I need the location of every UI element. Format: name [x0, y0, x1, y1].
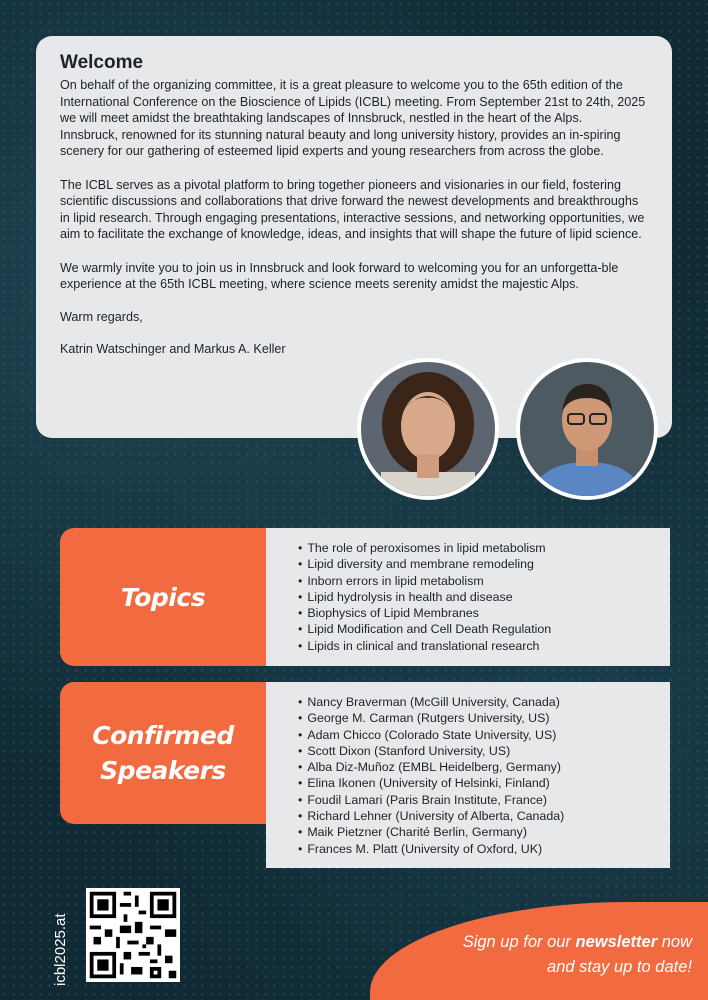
list-item: • The role of peroxisomes in lipid metabolism — [298, 540, 670, 556]
speakers-list-panel — [266, 682, 670, 868]
list-item: • Lipid diversity and membrane remodeling — [298, 556, 670, 572]
list-item: • Foudil Lamari (Paris Brain Institute, France) — [298, 792, 670, 808]
speakers-label-line1: Confirmed — [92, 721, 234, 750]
speakers-label-panel — [60, 682, 266, 824]
topics-label-panel — [60, 528, 266, 666]
topics-list — [298, 540, 670, 654]
list-item: • Adam Chicco (Colorado State University, US) — [298, 727, 670, 743]
newsletter-text[interactable] — [463, 930, 692, 980]
newsletter-post: now — [657, 933, 692, 951]
list-item: • Scott Dixon (Stanford University, US) — [298, 743, 670, 759]
qr-code[interactable] — [86, 888, 180, 982]
welcome-paragraph-4: We warmly invite you to join us in Innsbruck and look forward to welcoming you for an unforgetta-ble experience at the 65th ICBL meeting, where science meets serenity amidst the majestic Alps. — [60, 260, 619, 292]
list-item: • George M. Carman (Rutgers University, US) — [298, 710, 670, 726]
list-item: • Maik Pietzner (Charité Berlin, Germany) — [298, 824, 670, 840]
welcome-paragraph-3: The ICBL serves as a pivotal platform to bring together pioneers and visionaries in our field, fostering scientific discussions and collaborations that drive forward the newest developments and breakthroughs in lipid research. Through engaging presentations, interactive sessions, and networking opportunities, we aim to facilitate the exchange of knowledge, ideas, and insights that will shape the future of lipid science. — [60, 177, 645, 242]
portrait-man-image — [520, 362, 654, 496]
welcome-title: Welcome — [60, 52, 144, 73]
list-item: • Lipids in clinical and translational research — [298, 638, 670, 654]
list-item: • Frances M. Platt (University of Oxford, UK) — [298, 841, 670, 857]
list-item: • Alba Diz-Muñoz (EMBL Heidelberg, Germany) — [298, 759, 670, 775]
topics-section — [60, 528, 670, 666]
list-item: • Nancy Braverman (McGill University, Canada) — [298, 694, 670, 710]
list-item: • Lipid hydrolysis in health and disease — [298, 589, 670, 605]
list-item: • Inborn errors in lipid metabolism — [298, 573, 670, 589]
topics-label: Topics — [120, 582, 206, 612]
welcome-text — [60, 77, 648, 326]
newsletter-bold: newsletter — [575, 933, 658, 951]
newsletter-line2: and stay up to date! — [547, 958, 692, 976]
speakers-label-line2: Speakers — [100, 756, 226, 785]
list-item: • Elina Ikonen (University of Helsinki, Finland) — [298, 775, 670, 791]
newsletter-pre: Sign up for our — [462, 933, 576, 951]
list-item: • Lipid Modification and Cell Death Regulation — [298, 621, 670, 637]
welcome-closing: Warm regards, — [60, 310, 143, 325]
portrait-markus-keller — [516, 358, 658, 500]
speakers-list — [298, 694, 670, 857]
welcome-paragraph-1: On behalf of the organizing committee, it is a great pleasure to welcome you to the 65th edition of the International Conference on the Bioscience of Lipids (ICBL) meeting. From September 21st to 24th, 2025 we will meet amidst the breathtaking landscapes of Innsbruck, nestled in the heart of the Alps. — [60, 78, 646, 126]
topics-list-panel — [266, 528, 670, 666]
welcome-signers: Katrin Watschinger and Markus A. Keller — [60, 341, 286, 356]
website-url[interactable]: icbl2025.at — [52, 913, 69, 986]
speakers-section — [60, 682, 670, 868]
qr-code-icon — [86, 888, 180, 982]
welcome-paragraph-2: Innsbruck, renowned for its stunning natural beauty and long university history, provides an in-spiring scenery for our gathering of esteemed lipid experts and young researchers from across the globe. — [60, 127, 621, 159]
list-item: • Biophysics of Lipid Membranes — [298, 605, 670, 621]
list-item: • Richard Lehner (University of Alberta, Canada) — [298, 808, 670, 824]
portrait-katrin-watschinger — [357, 358, 499, 500]
portrait-woman-image — [361, 362, 495, 496]
